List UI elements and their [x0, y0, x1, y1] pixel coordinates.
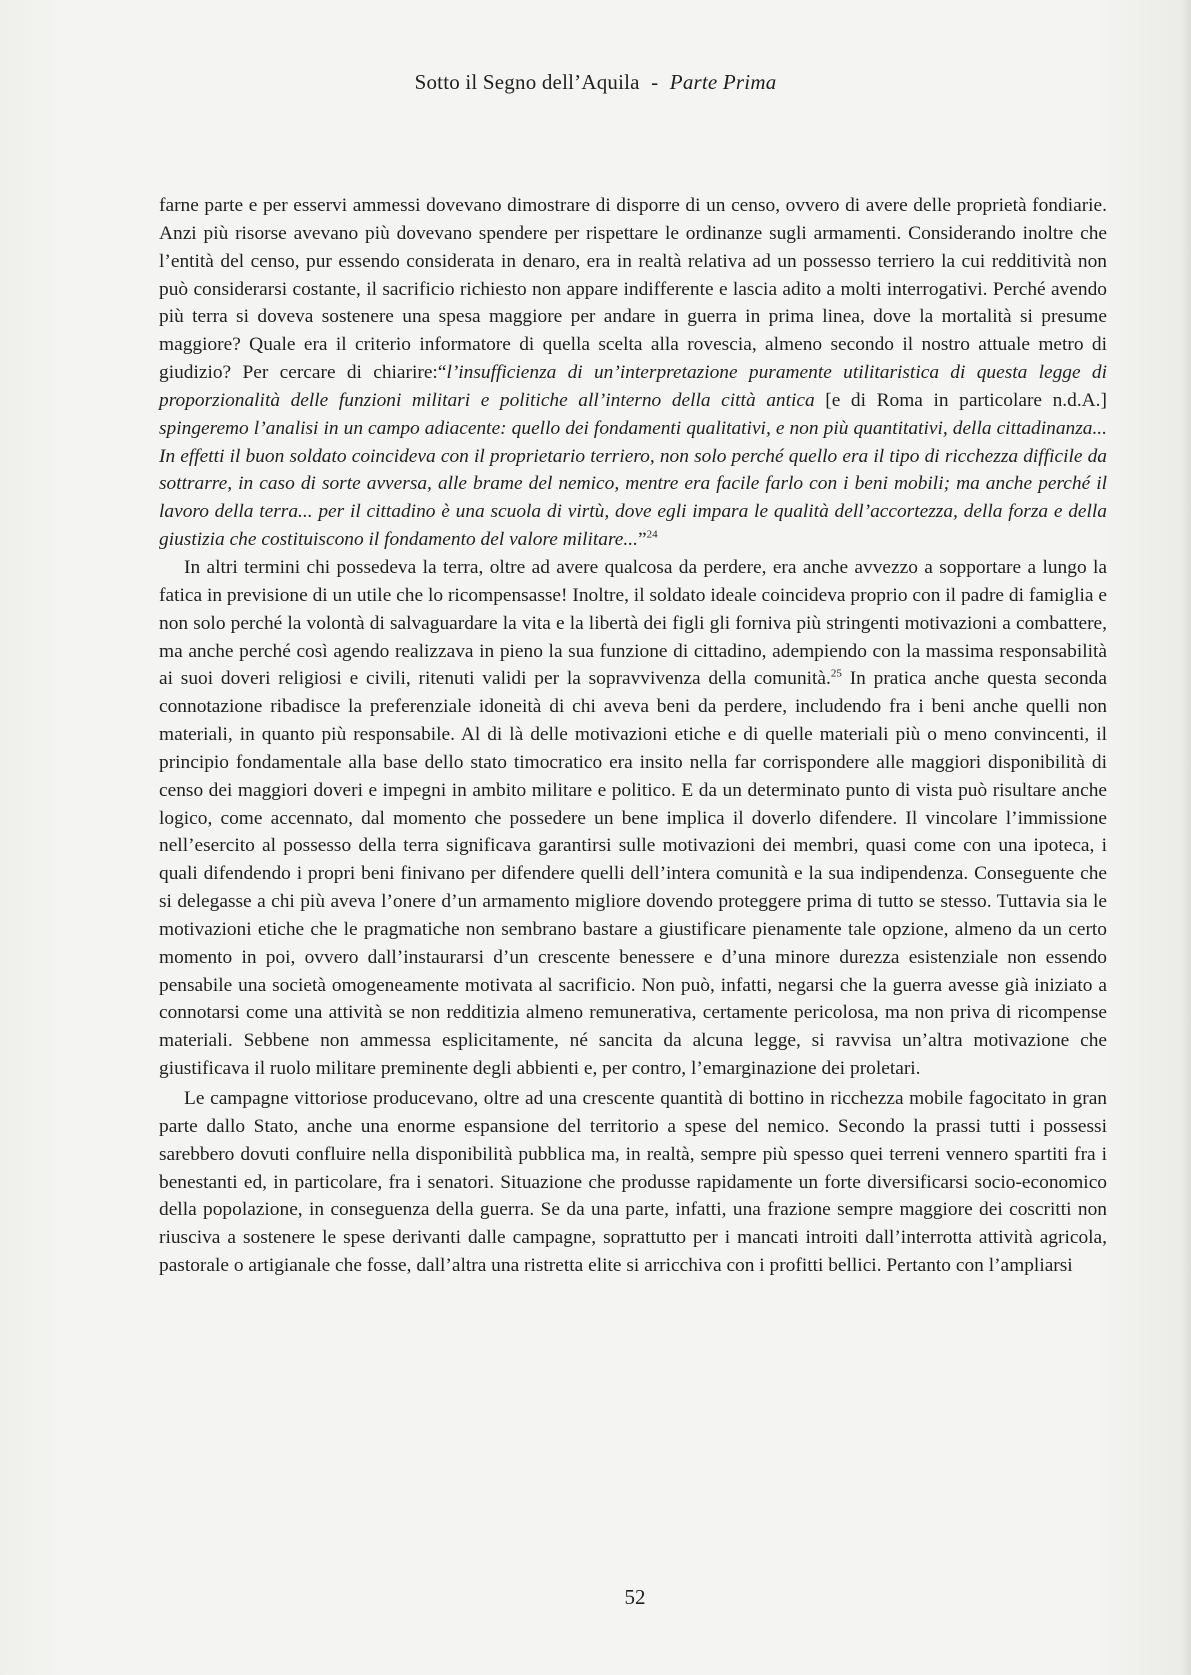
text-run: farne parte e per esservi ammessi dovevano dimostrare di disporre di un censo, ovvero di avere delle proprietà fondiarie. Anzi più risorse avevano più dovevano spendere per rispettare le ordinanze sugli armamenti. Considerando inoltre che l’entità del censo, pur essendo considerata in denaro, era in realtà relativa ad un possesso terriero la cui redditività non può considerarsi costante, il sacrificio richiesto non appare indifferente e lascia adito a molti interrogativi. Perché avendo più terra si doveva sostenere una spesa maggiore per andare in guerra in prima linea, dove la mortalità si presume maggiore? Quale era il criterio informatore di quella scelta alla rovescia, almeno secondo il nostro attuale metro di giudizio? Per cercare di chiarire:“: [159, 195, 1107, 384]
book-title: Sotto il Segno dell’Aquila: [414, 70, 640, 94]
page-number: 52: [624, 1585, 646, 1609]
footnote-ref-25: 25: [830, 667, 842, 680]
running-header: [0, 70, 1191, 95]
body-text: [159, 192, 1107, 1280]
closing-quote: ”: [637, 529, 647, 551]
text-run: In altri termini chi possedeva la terra, oltre ad avere qualcosa da perdere, era anche avvezzo a sopportare a lungo la fatica in previsione di un utile che lo ricompensasse! Inoltre, il soldato ideale coincideva proprio con il padre di famiglia e non solo perché la volontà di salvaguardare la vita e la libertà dei figli gli forniva più stringenti motivazioni a combattere, ma anche perché così agendo realizzava in pieno la sua funzione di cittadino, adempiendo con la massima responsabilità ai suoi doveri religiosi e civili, ritenuti validi per la sopravvivenza della comunità.: [159, 556, 1107, 690]
text-run: In pratica anche questa seconda connotazione ribadisce la preferenziale idoneità di chi aveva beni da perdere, includendo fra i beni anche quelli non materiali, in quanto più responsabile. Al di là delle motivazioni etiche e di quelle materiali più o meno convincenti, il principio fondamentale alla base dello stato timocratico era insito nella far corrispondere alle maggiori disponibilità di censo dei maggiori doveri e impegni in ambito militare e politico. E da un determinato punto di vista può risultare anche logico, come accennato, dal momento che possedere un bene implica il doverlo difendere. Il vincolare l’immissione nell’esercito al possesso della terra significava garantirsi sulle motivazioni dei membri, quasi come con una ipoteca, i quali difendendo i propri beni finivano per difendere quelli dell’intera comunità e la sua indipendenza. Conseguente che si delegasse a chi più aveva l’onere d’un armamento migliore dovendo proteggere prima di tutto se stesso. Tuttavia sia le motivazioni etiche che le pragmatiche non sembrano bastare a giustificare pienamente tale opzione, almeno da un certo momento in poi, ovvero dall’instaurarsi d’un crescente benessere e d’una minore durezza esistenziale non essendo pensabile una società omogeneamente motivata al sacrificio. Non può, infatti, negarsi che la guerra avesse già iniziato a connotarsi come una attività se non redditizia almeno remunerativa, certamente pericolosa, ma non priva di ricompense materiali. Sebbene non ammessa esplicitamente, né sancita da alcuna legge, si ravvisa un’altra motivazione che giustificava il ruolo militare preminente degli abbienti e, per contro, l’emarginazione dei proletari.: [159, 668, 1107, 1080]
header-separator: -: [651, 70, 659, 94]
quote-italic-run: spingeremo l’analisi in un campo adiacente: quello dei fondamenti qualitativi, e non più quantitativi, della cittadinanza... In effetti il buon soldato coincideva con il proprietario terriero, non solo perché quello era il tipo di ricchezza difficile da sottrarre, in caso di sorte avversa, alle brame del nemico, mentre era facile farlo con i beni mobili; ma anche perché il lavoro della terra... per il cittadino è una scuola di virtù, dove egli impara le qualità dell’accortezza, della forza e della giustizia che costituiscono il fondamento del valore militare...: [159, 417, 1107, 551]
part-title: Parte Prima: [669, 70, 777, 94]
quote-italic-run: l’insufficienza di un’interpretazione puramente utilitaristica di questa legge di proporzionalità delle funzioni militari e politiche all’interno della città antica: [159, 362, 1107, 411]
paragraph-3: [159, 1085, 1107, 1280]
paragraph-2: [159, 554, 1107, 1083]
text-run: Le campagne vittoriose producevano, oltre ad una crescente quantità di bottino in ricchezza mobile fagocitato in gran parte dallo Stato, anche una enorme espansione del territorio a spese del nemico. Secondo la prassi tutti i possessi sarebbero dovuti confluire nella disponibilità pubblica ma, in realtà, sempre più spesso quei terreni vennero spartiti fra i benestanti ed, in particolare, fra i senatori. Situazione che produsse rapidamente un forte diversificarsi socio-economico della popolazione, in conseguenza della guerra. Se da una parte, infatti, una frazione sempre maggiore dei coscritti non riusciva a sostenere le spese derivanti dalle campagne, soprattutto per i mancati introiti dall’interrotta attività agricola, pastorale o artigianale che fosse, dall’altra una ristretta elite si arricchiva con i profitti bellici. Pertanto con l’ampliarsi: [159, 1088, 1107, 1277]
editorial-note-run: [e di Roma in particolare n.d.A.]: [814, 389, 1107, 411]
footnote-ref-24: 24: [646, 528, 658, 541]
paragraph-1: [159, 192, 1107, 554]
page-edge-shadow: [1181, 0, 1191, 1675]
